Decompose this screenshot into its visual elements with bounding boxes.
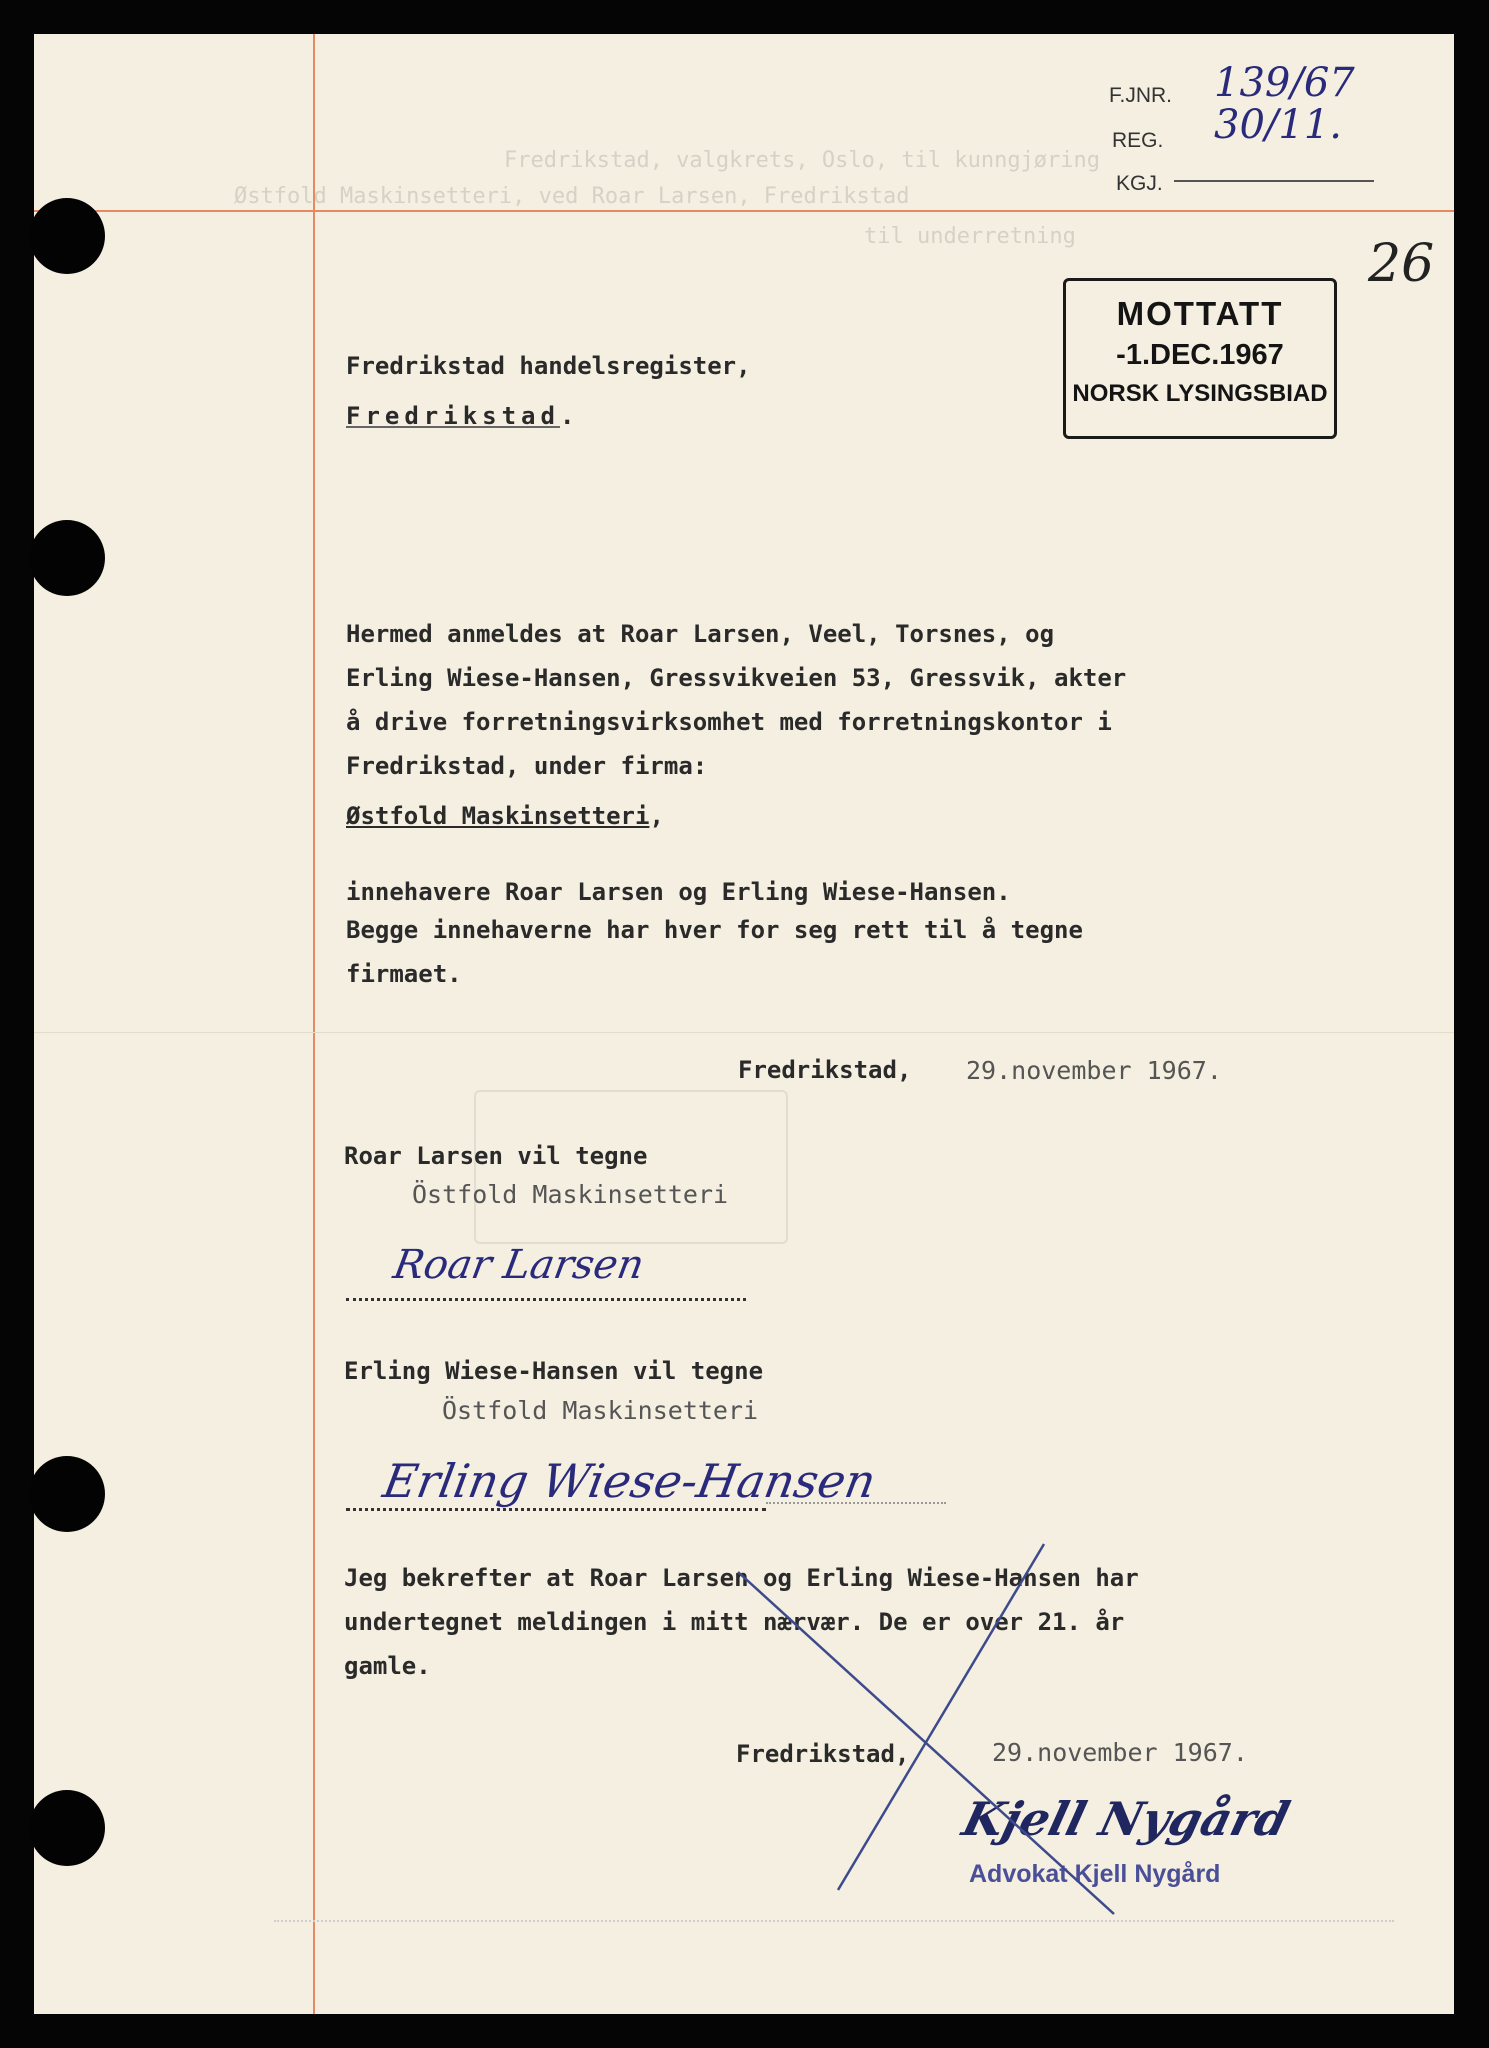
owners-line: innehavere Roar Larsen og Erling Wiese-Hansen. [346, 878, 1011, 906]
stamp-date: -1.DEC.1967 [1116, 339, 1284, 371]
reg-label: REG. [1112, 129, 1164, 152]
document-page [34, 34, 1454, 2014]
body-line: Fredrikstad, under firma: [346, 752, 708, 780]
confirmation-line: gamle. [344, 1652, 431, 1680]
punch-hole [29, 1456, 105, 1532]
dateline-2-place: Fredrikstad, [736, 1740, 910, 1768]
body-line: å drive forretningsvirksomhet med forretningskontor i [346, 708, 1112, 736]
cross-out-mark [34, 34, 1454, 2014]
lawyer-signature: Kjell Nygård [957, 1792, 1295, 1846]
confirmation-line: Jeg bekrefter at Roar Larsen og Erling Wiese-Hansen har [344, 1564, 1139, 1592]
body-line: firmaet. [346, 960, 462, 988]
confirmation-line: undertegnet meldingen i mitt nærvær. De er over 21. år [344, 1608, 1125, 1636]
signer-2-signature: Erling Wiese-Hansen [379, 1454, 880, 1508]
cross-out-stroke [838, 1544, 1044, 1890]
reg-value: 30/11. [1214, 102, 1342, 148]
signer-2-label: Erling Wiese-Hansen vil tegne [344, 1357, 764, 1385]
body-line: Hermed anmeldes at Roar Larsen, Veel, Torsnes, og [346, 620, 1055, 648]
fjnr-label: F.JNR. [1109, 84, 1172, 107]
stamp-title: MOTTATT [1116, 295, 1284, 332]
lawyer-stamp: Advokat Kjell Nygård [969, 1860, 1221, 1888]
dateline-1-date: 29.november 1967. [966, 1056, 1222, 1085]
kgj-label: KGJ. [1116, 172, 1163, 195]
punch-hole [29, 198, 105, 274]
dateline-2-date: 29.november 1967. [992, 1738, 1248, 1767]
punch-hole [29, 520, 105, 596]
signer-1-firm: Östfold Maskinsetteri [412, 1180, 729, 1209]
punch-hole [29, 1790, 105, 1866]
body-line: Begge innehaverne har hver for seg rett til å tegne [346, 916, 1083, 944]
recipient-city-punct: . [559, 402, 575, 430]
firm-name-punct: , [649, 802, 664, 830]
bleed-through-text: Østfold Maskinsetteri, ved Roar Larsen, Fredrikstad [234, 184, 910, 209]
body-line: Erling Wiese-Hansen, Gressvikveien 53, Gressvik, akter [346, 664, 1127, 692]
recipient-city-text: Fredrikstad [346, 402, 560, 430]
signer-2-firm: Östfold Maskinsetteri [442, 1396, 759, 1425]
signer-1-signature: Roar Larsen [389, 1242, 648, 1288]
signer-1-label: Roar Larsen vil tegne [344, 1142, 648, 1170]
bleed-through-text: til underretning [864, 224, 1076, 249]
bleed-through-text: Fredrikstad, valgkrets, Oslo, til kunngjøring [504, 148, 1101, 173]
recipient-name: Fredrikstad handelsregister, [346, 352, 751, 380]
stamp-org: NORSK LYSINGSBIAD [1072, 380, 1328, 407]
page-number: 26 [1368, 234, 1435, 294]
firm-name: Østfold Maskinsetteri [346, 802, 650, 830]
dateline-1-place: Fredrikstad, [738, 1056, 912, 1084]
fjnr-value: 139/67 [1214, 60, 1355, 106]
